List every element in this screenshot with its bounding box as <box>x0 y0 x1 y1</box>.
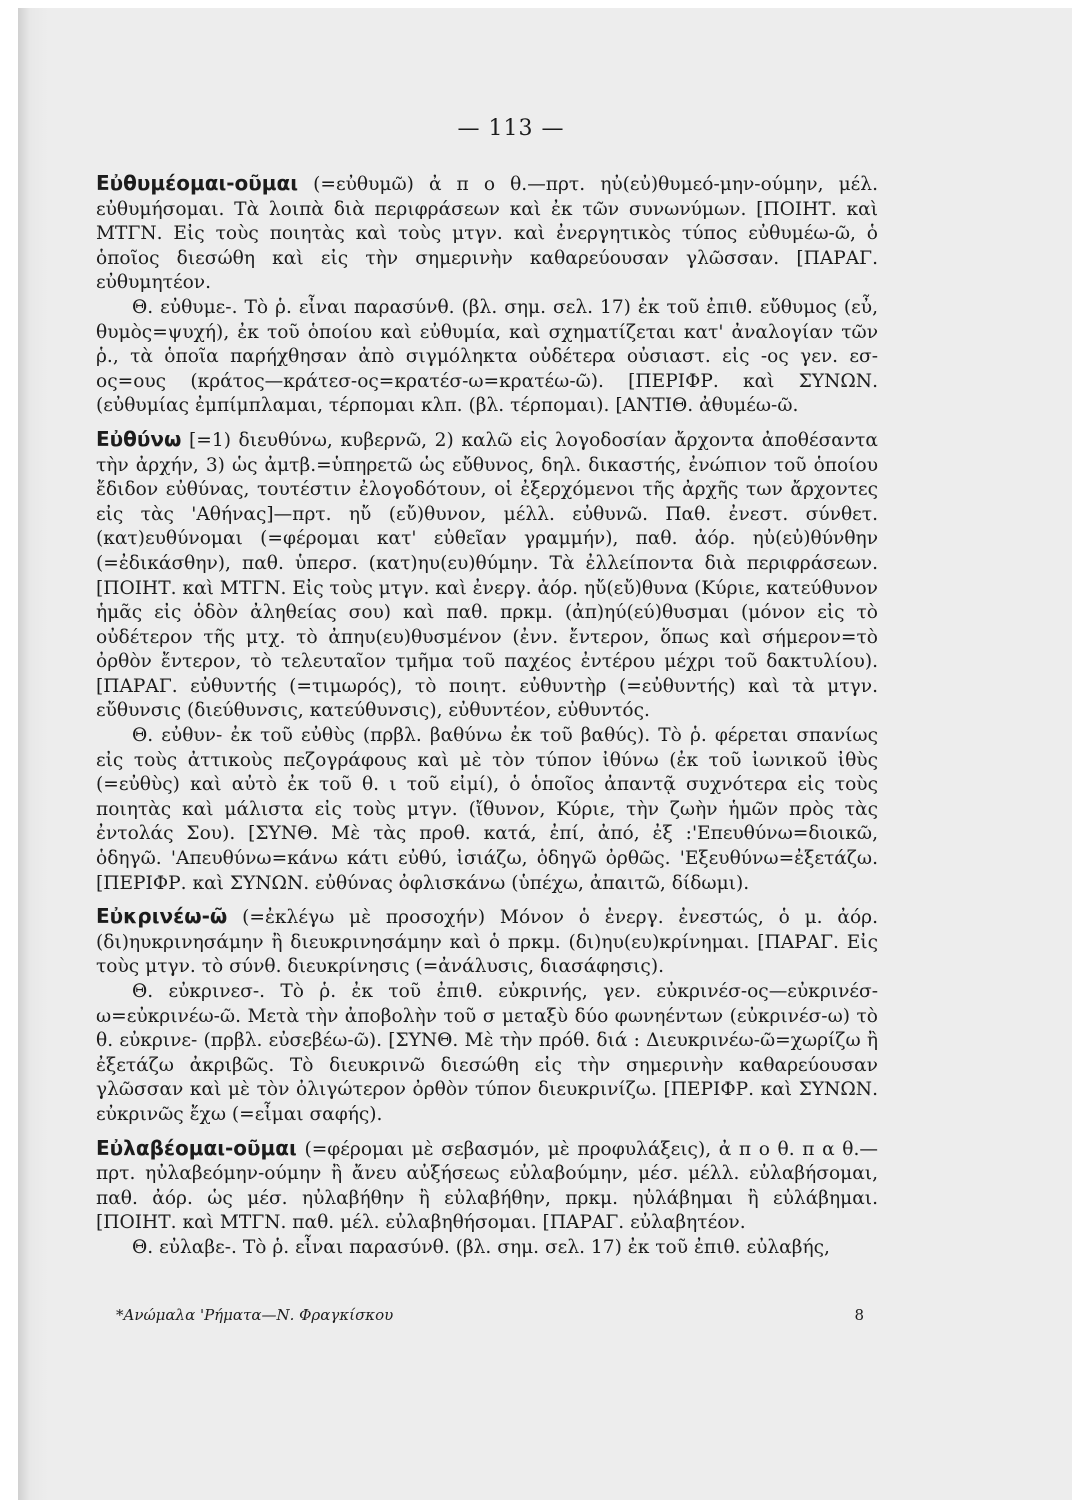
entry-headword: Εὐθυμέομαι-οῦμαι <box>96 171 299 195</box>
entry-note-text: Θ. εὐκρινεσ-. Τὸ ῥ. ἐκ τοῦ ἐπιθ. εὐκρινής, γεν. εὐκρινέσ-ος—εὐκρινέσ-ω=εὐκρινέω-ῶ. Μετὰ τὴν ἀποβολὴν τοῦ σ μεταξὺ δύο φωνηέντων (εὐκρινέσ-ω) τὸ θ. εὐκρινε- (πρβλ. εὐσεβέω-ῶ). [ΣΥΝΘ. Μὲ τὴν πρόθ. διά : Διευκρινέω-ῶ=χωρίζω ἢ ἐξετάζω ἀκριβῶς. Τὸ διευκρινῶ διεσώθη εἰς τὴν σημερινὴν καθαρεύουσαν γλῶσσαν καὶ μὲ τὸν ὀλιγώτερον ὀρθὸν τύπον διευκρινίζω. [ΠΕΡΙΦΡ. καὶ ΣΥΝΩΝ. εὐκρινῶς ἔχω (=εἶμαι σαφής). <box>96 981 878 1125</box>
dictionary-entry <box>96 904 878 1127</box>
entry-note-text: Θ. εὐθυν- ἐκ τοῦ εὐθὺς (πρβλ. βαθύνω ἐκ τοῦ βαθύς). Τὸ ῥ. φέρεται σπανίως εἰς τοὺς ἀττικοὺς πεζογράφους καὶ μὲ τὸν τύπον ἰθύνω (ἐκ τοῦ ἰωνικοῦ ἰθὺς (=εὐθὺς) καὶ αὐτὸ ἐκ τοῦ θ. ι τοῦ εἰμί), ὁ ὁποῖος ἀπαντᾷ συχνότερα εἰς τοὺς ποιητὰς καὶ μάλιστα εἰς τοὺς μτγν. (ἴθυνον, Κύριε, τὴν ζωὴν ἡμῶν πρὸς τὰς ἐντολάς Σου). [ΣΥΝΘ. Μὲ τὰς προθ. κατά, ἐπί, ἀπό, ἐξ :'Επευθύνω=διοικῶ, ὁδηγῶ. 'Απευθύνω=κάνω κάτι εὐθύ, ἰσιάζω, ὁδηγῶ ὀρθῶς. 'Εξευθύνω=ἐξετάζω. [ΠΕΡΙΦΡ. καὶ ΣΥΝΩΝ. εὐθύνας ὀφλισκάνω (ὑπέχω, ἀπαιτῶ, δίδωμι). <box>96 725 878 894</box>
entry-note <box>96 980 878 1128</box>
entry-text <box>96 1136 878 1236</box>
entry-note-text: Θ. εὐθυμε-. Τὸ ῥ. εἶναι παρασύνθ. (βλ. σημ. σελ. 17) ἐκ τοῦ ἐπιθ. εὔθυμος (εὖ, θυμὸς=ψυχή), ἐκ τοῦ ὁποίου καὶ εὐθυμία, καὶ σχηματίζεται κατ' ἀναλογίαν τῶν ῥ., τὰ ὁποῖα παρήχθησαν ἀπὸ σιγμόληκτα οὐδέτερα οὐσιαστ. εἰς -ος γεν. εσ-ος=ους (κράτος—κράτεσ-ος=κρατέσ-ω=κρατέω-ῶ). [ΠΕΡΙΦΡ. καὶ ΣΥΝΩΝ. (εὐθυμίας ἐμπίμπλαμαι, τέρπομαι κλπ. (βλ. τέρπομαι). [ΑΝΤΙΘ. ἀθυμέω-ῶ. <box>96 296 878 417</box>
entry-body: (=φέρομαι μὲ σεβασμόν, μὲ προφυλάξεις), ἀ π ο θ. π α θ.—πρτ. ηὐλαβεόμην-ούμην ἢ ἄνευ αὐξήσεως εὐλαβούμην, μέσ. μέλλ. εὐλαβήσομαι, παθ. ἀόρ. ὡς μέσ. ηὐλαβήθην ἢ εὐλαβήθην, πρκμ. ηὐλάβημαι ἢ εὐλάβημαι. [ΠΟΙΗΤ. καὶ ΜΤΓΝ. παθ. μέλ. εὐλαβηθήσομαι. [ΠΑΡΑΓ. εὐλαβητέον. <box>96 1138 878 1234</box>
page-number: — 113 — <box>457 116 565 141</box>
entry-note <box>96 724 878 896</box>
page-content <box>96 116 878 1261</box>
signature-mark: 8 <box>854 1306 864 1324</box>
entry-text <box>96 904 878 980</box>
entry-note <box>96 1236 878 1261</box>
entry-body: (=ἐκλέγω μὲ προσοχήν) Μόνον ὁ ἐνεργ. ἐνεστώς, ὁ μ. ἀόρ. (δι)ηυκρινησάμην ἢ διευκρινησάμην καὶ ὁ πρκμ. (δι)ηυ(ευ)κρίνημαι. [ΠΑΡΑΓ. Εἰς τοὺς μτγν. τὸ σύνθ. διευκρίνησις (=ἀνάλυσις, διασάφησις). <box>96 907 878 978</box>
entry-body: [=1) διευθύνω, κυβερνῶ, 2) καλῶ εἰς λογοδοσίαν ἄρχοντα ἀποθέσαντα τὴν ἀρχήν, 3) ὡς ἀμτβ.=ὑπηρετῶ ὡς εὔθυνος, δηλ. δικαστής, ἐνώπιον τοῦ ὁποίου ἔδιδον εὐθύνας, τουτέστιν ἐλογοδότουν, οἱ ἐξερχόμενοι τῆς ἀρχῆς των ἄρχοντες εἰς τὰς 'Αθήνας]—πρτ. ηὔ (εὔ)θυνον, μέλλ. εὐθυνῶ. Παθ. ἐνεστ. σύνθετ. (κατ)ευθύνομαι (=φέρομαι κατ' εὐθεῖαν γραμμήν), παθ. ἀόρ. ηὐ(εὐ)θύνθην (=ἐδικάσθην), παθ. ὑπερσ. (κατ)ηυ(ευ)θύμην. Τὰ ἐλλείποντα διὰ περιφράσεων. [ΠΟΙΗΤ. καὶ ΜΤΓΝ. Εἰς τοὺς μτγν. καὶ ἐνεργ. ἀόρ. ηὔ(εὔ)θυνα (Κύριε, κατεύθυνον ἡμᾶς εἰς ὁδὸν ἀληθείας σου) καὶ παθ. πρκμ. (ἀπ)ηύ(εύ)θυσμαι (μόνον εἰς τὸ οὐδέτερον τῆς μτχ. τὸ ἀπηυ(ευ)θυσμένον (ἐνν. ἔντερον, ὅπως καὶ σήμερον=τὸ ὀρθὸν ἔντερον, τὸ τελευταῖον τμῆμα τοῦ παχέος ἐντέρου μέχρι τοῦ δακτυλίου). [ΠΑΡΑΓ. εὐθυντής (=τιμωρός), τὸ ποιητ. εὐθυντὴρ (=εὐθυντής) καὶ τὰ μτγν. εὔθυνσις (διεύθυνσις, κατεύθυνσις), εὐθυντέον, εὐθυντός. <box>96 429 878 722</box>
entry-note <box>96 296 878 419</box>
footer-book-title: *Ανώμαλα 'Ρήματα—Ν. Φραγκίσκου <box>116 1306 394 1324</box>
dictionary-entry <box>96 171 878 419</box>
entry-headword: Εὐλαβέομαι-οῦμαι <box>96 1135 297 1160</box>
entry-headword: Εὐθύνω <box>96 426 182 451</box>
entry-text <box>96 427 878 724</box>
entry-note-text: Θ. εὐλαβε-. Τὸ ῥ. εἶναι παρασύνθ. (βλ. σημ. σελ. 17) ἐκ τοῦ ἐπιθ. εὐλαβής, <box>132 1236 830 1258</box>
dictionary-entry <box>96 427 878 896</box>
dictionary-entry <box>96 1136 878 1261</box>
entry-headword: Εὐκρινέω-ῶ <box>96 904 228 929</box>
entry-text <box>96 171 878 296</box>
entry-body: (=εὐθυμῶ) ἀ π ο θ.—πρτ. ηὐ(εὐ)θυμεό-μην-ούμην, μέλ. εὐθυμήσομαι. Τὰ λοιπὰ διὰ περιφράσεων καὶ ἐκ τῶν συνωνύμων. [ΠΟΙΗΤ. καὶ ΜΤΓΝ. Εἰς τοὺς ποιητὰς καὶ τοὺς μτγν. καὶ ἐνεργητικὸς τύπος εὐθυμέω-ῶ, ὁ ὁποῖος διεσώθη καὶ εἰς τὴν σημερινὴν καθαρεύουσαν γλῶσσαν. [ΠΑΡΑΓ. εὐθυμητέον. <box>96 174 878 294</box>
page-gutter <box>18 8 48 1500</box>
page-footer <box>116 1306 864 1324</box>
